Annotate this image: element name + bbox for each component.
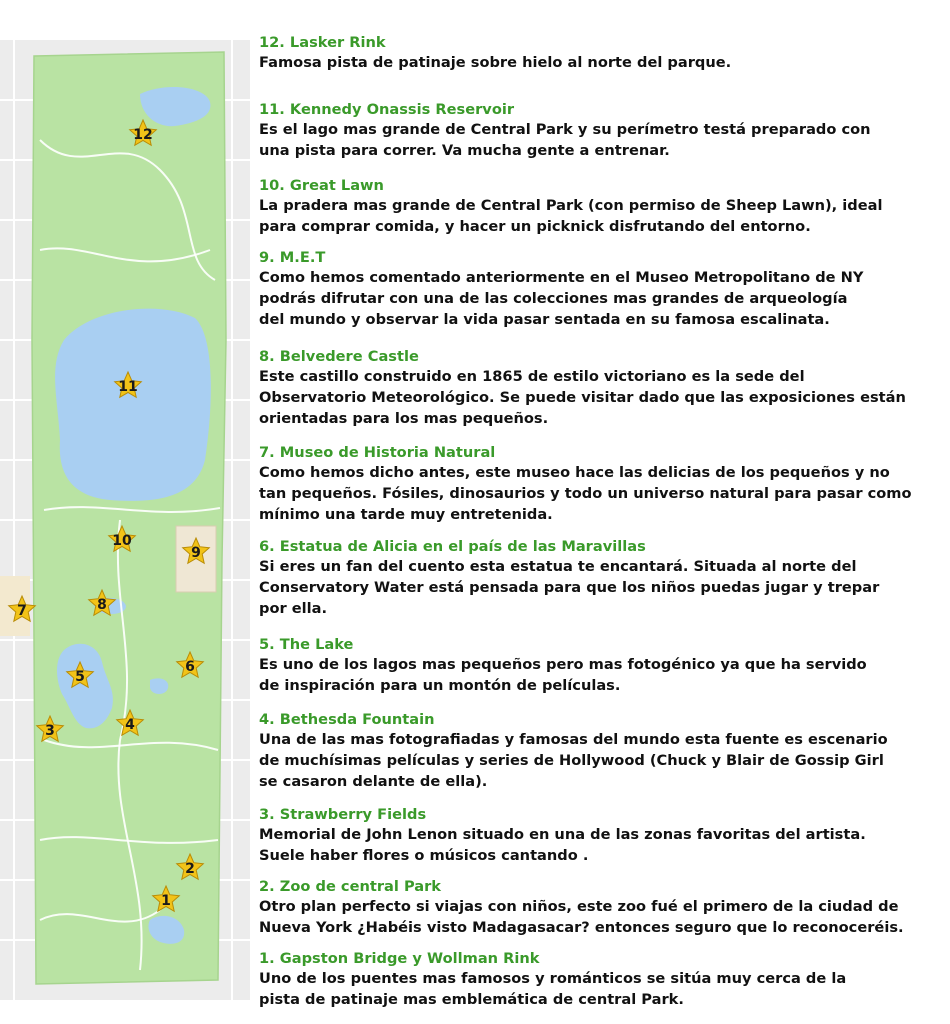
legend-description: Famosa pista de patinaje sobre hielo al norte del parque.	[259, 54, 732, 71]
legend-entry-10	[259, 177, 949, 249]
legend-description: Como hemos dicho antes, este museo hace las delicias de los pequeños y no tan pequeños. Fósiles, dinosaurios y todo un universo natural para pasar como mínimo una tarde muy entretenida.	[259, 464, 912, 523]
legend-title: 5. The Lake	[259, 636, 354, 653]
marker-number: 10	[112, 533, 132, 549]
reservoir-water	[55, 309, 211, 501]
legend-title: 10. Great Lawn	[259, 177, 384, 194]
legend-entry-2	[259, 878, 949, 950]
marker-number: 7	[17, 603, 27, 619]
legend-entry-7	[259, 444, 949, 538]
legend-description: Uno de los puentes mas famosos y románticos se sitúa muy cerca de la pista de patinaje mas emblemática de central Park.	[259, 970, 847, 1008]
legend-title: 8. Belvedere Castle	[259, 348, 419, 365]
marker-number: 6	[185, 659, 195, 675]
legend-entry-4	[259, 711, 949, 806]
legend-description: Memorial de John Lenon situado en una de las zonas favoritas del artista. Suele haber flores o músicos cantando .	[259, 826, 866, 864]
legend-title: 1. Gapston Bridge y Wollman Rink	[259, 950, 540, 967]
marker-number: 2	[185, 861, 195, 877]
legend-entry-3	[259, 806, 949, 878]
legend-entry-12	[259, 34, 949, 101]
marker-number: 8	[97, 597, 107, 613]
legend-description: Una de las mas fotografiadas y famosas del mundo esta fuente es escenario de muchísimas películas y series de Hollywood (Chuck y Blair de Gossip Girl se casaron delante de ella).	[259, 731, 888, 790]
legend-description: Es uno de los lagos mas pequeños pero mas fotogénico ya que ha servido de inspiración para un montón de películas.	[259, 656, 867, 694]
legend-description: Si eres un fan del cuento esta estatua te encantará. Situada al norte del Conservatory Water está pensada para que los niños puedas jugar y trepar por ella.	[259, 558, 880, 617]
attractions-legend	[259, 34, 949, 1020]
legend-title: 9. M.E.T	[259, 249, 326, 266]
marker-number: 4	[125, 717, 135, 733]
legend-title: 6. Estatua de Alicia en el país de las Maravillas	[259, 538, 646, 555]
legend-entry-11	[259, 101, 949, 177]
legend-title: 3. Strawberry Fields	[259, 806, 427, 823]
legend-title: 7. Museo de Historia Natural	[259, 444, 496, 461]
legend-entry-5	[259, 636, 949, 711]
marker-number: 5	[75, 669, 85, 685]
central-park-map[interactable]	[0, 40, 250, 1000]
legend-title: 2. Zoo de central Park	[259, 878, 442, 895]
legend-entry-9	[259, 249, 949, 348]
legend-title: 11. Kennedy Onassis Reservoir	[259, 101, 515, 118]
legend-entry-1	[259, 950, 949, 1020]
legend-description: Otro plan perfecto si viajas con niños, este zoo fué el primero de la ciudad de Nueva York ¿Habéis visto Madagasacar? entonces seguro que lo reconoceréis.	[259, 898, 904, 936]
marker-number: 11	[118, 379, 138, 395]
conservatory-water	[150, 678, 168, 694]
legend-description: La pradera mas grande de Central Park (con permiso de Sheep Lawn), ideal para comprar comida, y hacer un picknick disfrutando del entorno.	[259, 197, 883, 235]
legend-entry-6	[259, 538, 949, 636]
legend-title: 4. Bethesda Fountain	[259, 711, 435, 728]
legend-description: Como hemos comentado anteriormente en el Museo Metropolitano de NY podrás difrutar con una de las colecciones mas grandes de arqueología del mundo y observar la vida pasar sentada en su famosa escalinata.	[259, 269, 864, 328]
legend-description: Es el lago mas grande de Central Park y su perímetro testá preparado con una pista para correr. Va mucha gente a entrenar.	[259, 121, 871, 159]
marker-number: 1	[161, 893, 171, 909]
legend-entry-8	[259, 348, 949, 444]
marker-number: 9	[191, 545, 201, 561]
legend-title: 12. Lasker Rink	[259, 34, 386, 51]
marker-number: 12	[133, 127, 153, 143]
legend-description: Este castillo construido en 1865 de estilo victoriano es la sede del Observatorio Meteorológico. Se puede visitar dado que las exposiciones están orientadas para los mas pequeños.	[259, 368, 906, 427]
marker-number: 3	[45, 723, 55, 739]
